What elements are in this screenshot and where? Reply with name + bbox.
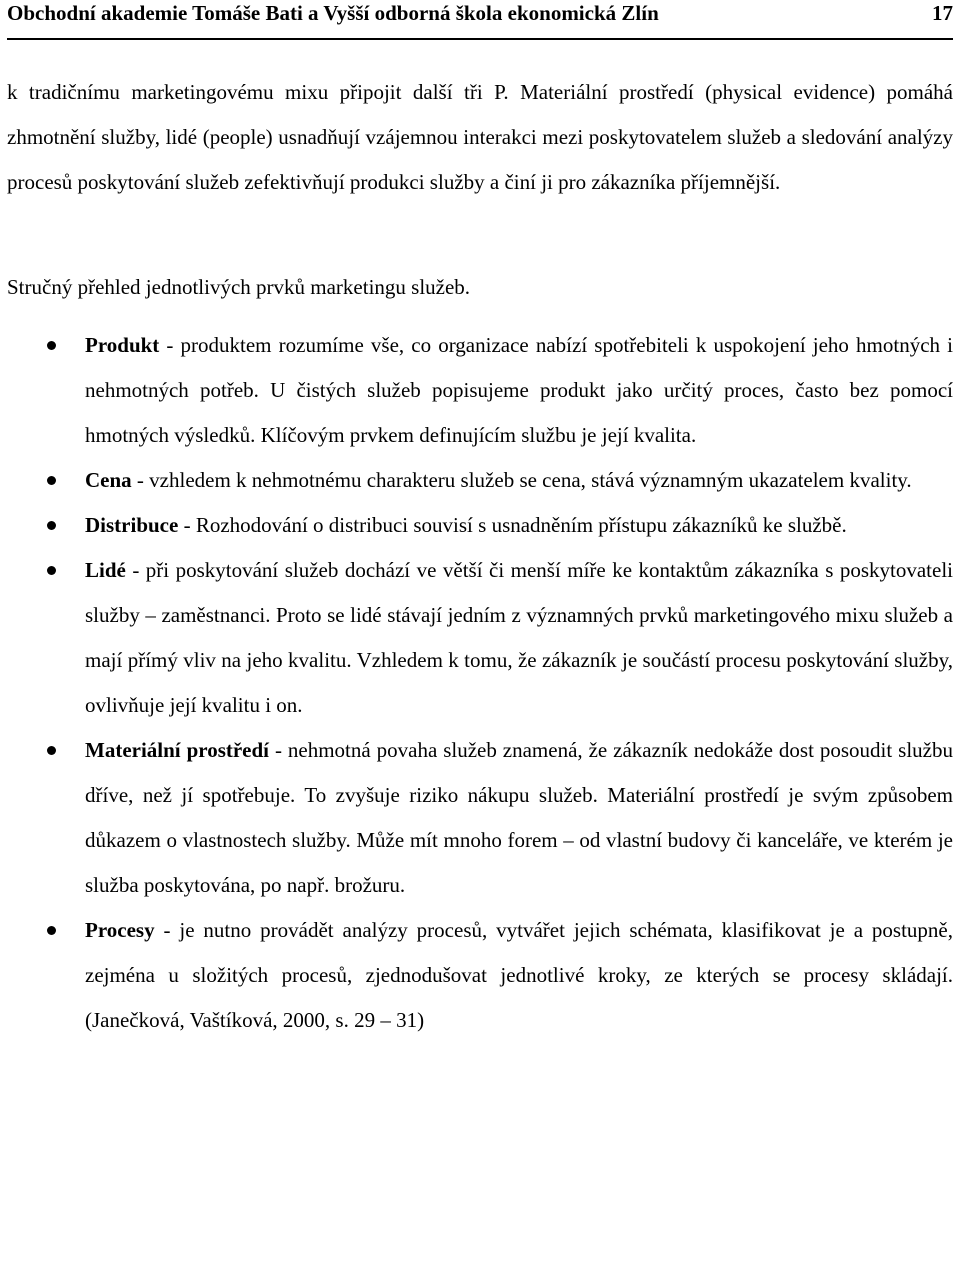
intro-paragraph: k tradičnímu marketingovému mixu připojit další tři P. Materiální prostředí (physical evidence) pomáhá zhmotnění služby, lidé (people) usnadňují vzájemnou interakci mezi poskytovatelem služeb a sledování analýzy procesů poskytování služeb zefektivňují produkci služby a činí ji pro zákazníka příjemnější. [7,80,953,194]
bullet-text: - při poskytování služeb dochází ve větší či menší míře ke kontaktům zákazníka s poskytovateli služby – zaměstnanci. Proto se lidé stávají jedním z významných prvků marketingového mixu služeb a mají přímý vliv na jeho kvalitu. Vzhledem k tomu, že zákazník je součástí procesu poskytování služby, ovlivňuje její kvalitu i on. [85,558,953,717]
bullet-text: - nehmotná povaha služeb znamená, že zákazník nedokáže dost posoudit službu dříve, než jí spotřebuje. To zvyšuje riziko nákupu služeb. Materiální prostředí je svým způsobem důkazem o vlastnostech služby. Může mít mnoho forem – od vlastní budovy či kanceláře, ve kterém je služba poskytována, po např. brožuru. [85,738,953,897]
list-item-materialni-prostredi [0,728,953,908]
page-header [7,0,953,40]
bullet-text: - Rozhodování o distribuci souvisí s usnadněním přístupu zákazníků ke službě. [178,513,847,537]
bullet-term: Distribuce [85,513,179,537]
bullet-term: Cena [85,468,132,492]
list-item-distribuce [0,503,953,548]
list-item-cena [0,458,953,503]
bullet-term: Materiální prostředí [85,738,270,762]
bullet-term: Lidé [85,558,126,582]
list-item-procesy [0,908,953,1043]
bullet-text: - je nutno provádět analýzy procesů, vytvářet jejich schémata, klasifikovat je a postupně, zejména u složitých procesů, zjednodušovat jednotlivé kroky, ze kterých se procesy skládají. (Janečková, Vaštíková, 2000, s. 29 – 31) [85,918,953,1032]
bullet-text: - produktem rozumíme vše, co organizace nabízí spotřebiteli k uspokojení jeho hmotných i nehmotných potřeb. U čistých služeb popisujeme produkt jako určitý proces, často bez pomocí hmotných výsledků. Klíčovým prvkem definujícím službu je její kvalita. [85,333,953,447]
header-title: Obchodní akademie Tomáše Bati a Vyšší odborná škola ekonomická Zlín [7,1,659,25]
bullet-text: - vzhledem k nehmotnému charakteru služeb se cena, stává významným ukazatelem kvality. [131,468,912,492]
bullet-term: Procesy [85,918,155,942]
bullet-term: Produkt [85,333,160,357]
list-item-lide [0,548,953,728]
marketing-mix-list [0,323,953,1043]
list-item-produkt [0,323,953,458]
page-number: 17 [932,1,953,25]
summary-paragraph: Stručný přehled jednotlivých prvků marketingu služeb. [7,275,471,299]
